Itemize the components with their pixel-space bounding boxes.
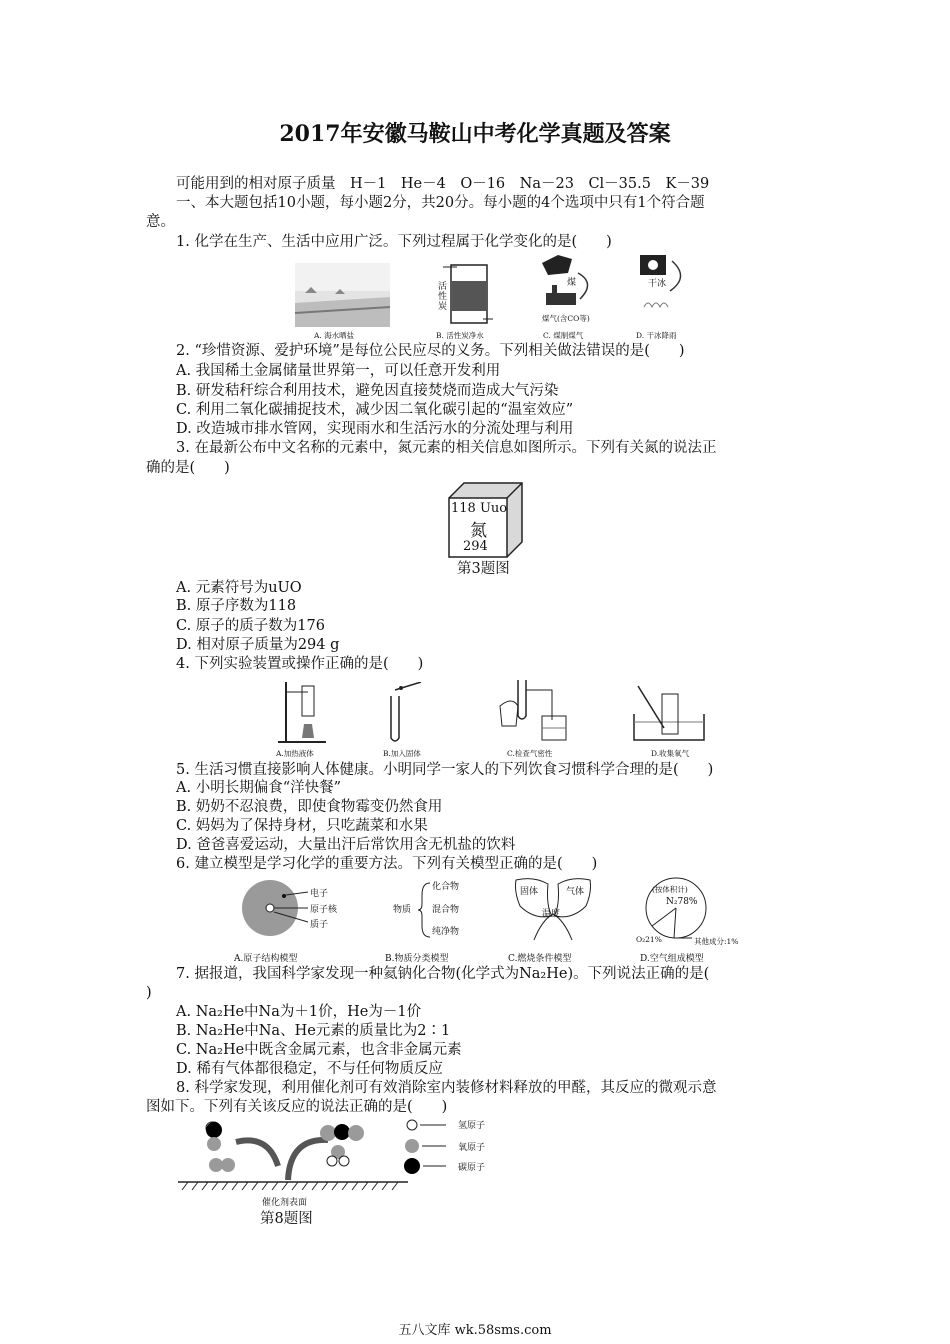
q7-option-c: C. Na₂He中既含金属元素，也含非金属元素 — [176, 1042, 462, 1058]
q4-figure-d-collect-oxygen — [630, 684, 710, 746]
q3-element-name: 氮 — [470, 521, 487, 541]
q3-stem-line2: 确的是( ) — [146, 460, 230, 476]
q1-label-b2: 性 — [438, 292, 448, 302]
q3-element-symbol: Uuo — [479, 501, 508, 516]
q5-option-b: B. 奶奶不忍浪费，即使食物霉变仍然食用 — [176, 799, 443, 815]
q3-element-number: 118 — [451, 501, 476, 516]
q4-figure-c-airtight — [492, 676, 572, 746]
q3-element-mass: 294 — [463, 539, 488, 554]
q3-option-a: A. 元素符号为uUO — [176, 580, 302, 596]
q6-air-n2: N₂78% — [666, 897, 698, 907]
q4-figure-a-heating — [278, 680, 328, 744]
q6-matter-compound: 化合物 — [432, 882, 460, 892]
q3-stem-line1: 3. 在最新公布中文名称的元素中，氮元素的相关信息如图所示。下列有关氮的说法正 — [176, 440, 717, 456]
q6-combustion-solid: 固体 — [520, 887, 539, 897]
q7-stem-line2: ) — [146, 985, 152, 1001]
q4-figure-b-solid — [385, 682, 435, 744]
q6-air-o2: O₂21% — [636, 935, 662, 944]
q1-label-d1: 干冰 — [648, 279, 667, 289]
section1-line2: 意。 — [146, 214, 175, 230]
q2-option-b: B. 研发秸秆综合利用技术，避免因直接焚烧而造成大气污染 — [176, 383, 559, 399]
q7-option-a: A. Na₂He中Na为＋1价，He为－1价 — [176, 1004, 422, 1020]
q6-atom-electron: 电子 — [310, 889, 329, 899]
footer-watermark: 五八文库 wk.58sms.com — [398, 1323, 552, 1338]
q8-stem-line2: 图如下。下列有关该反应的说法正确的是( ) — [146, 1099, 448, 1115]
q2-option-c: C. 利用二氧化碳捕捉技术，减少因二氧化碳引起的“温室效应” — [176, 402, 574, 418]
q6-caption-a: A.原子结构模型 — [234, 954, 298, 964]
q6-caption-c: C.燃烧条件模型 — [508, 954, 572, 964]
section1-line1: 一、本大题包括10小题，每小题2分，共20分。每小题的4个选项中只有1个符合题 — [176, 195, 705, 211]
q6-caption-b: B.物质分类模型 — [385, 954, 449, 964]
q7-option-d: D. 稀有气体都很稳定，不与任何物质反应 — [176, 1061, 443, 1077]
q6-matter-root: 物质 — [393, 905, 412, 915]
q6-atom-nucleus: 原子核 — [310, 905, 338, 915]
q6-stem: 6. 建立模型是学习化学的重要方法。下列有关模型正确的是( ) — [176, 856, 598, 872]
q8-stem-line1: 8. 科学家发现，利用催化剂可有效消除室内装修材料释放的甲醛，其反应的微观示意 — [176, 1080, 717, 1096]
q3-element-number-symbol — [451, 501, 507, 516]
q1-label-c2: 煤气(含CO等) — [542, 314, 590, 323]
q3-figure-caption: 第3题图 — [457, 561, 510, 577]
q4-caption-c: C.检查气密性 — [507, 749, 553, 758]
q1-label-b1: 活 — [438, 282, 448, 292]
q4-caption-a: A.加热液体 — [276, 749, 314, 758]
q3-option-b: B. 原子序数为118 — [176, 598, 297, 614]
q5-option-d: D. 爸爸喜爱运动，大量出汗后常饮用含无机盐的饮料 — [176, 837, 516, 853]
q6-air-note: (按体积计) — [652, 885, 688, 894]
q1-caption-b: B. 活性炭净水 — [436, 331, 484, 340]
q1-caption-a: A. 海水晒盐 — [314, 331, 355, 340]
q3-option-d: D. 相对原子质量为294 g — [176, 637, 340, 653]
q8-legend-hydrogen: 氢原子 — [458, 1121, 486, 1131]
q6-combustion-temperature: 温度 — [542, 909, 561, 919]
q4-caption-b: B.加入固体 — [383, 749, 421, 758]
q8-legend-carbon: 碳原子 — [458, 1163, 486, 1173]
q1-stem: 1. 化学在生产、生活中应用广泛。下列过程属于化学变化的是( ) — [176, 234, 612, 250]
q1-caption-c: C. 煤制煤气 — [543, 331, 584, 340]
q1-label-c1: 煤 — [567, 278, 577, 288]
q5-option-a: A. 小明长期偏食“洋快餐” — [176, 780, 342, 796]
q8-surface-label: 催化剂表面 — [262, 1198, 308, 1208]
q4-stem: 4. 下列实验装置或操作正确的是( ) — [176, 656, 424, 672]
q1-label-b3: 炭 — [438, 302, 448, 312]
q5-option-c: C. 妈妈为了保持身材，只吃蔬菜和水果 — [176, 818, 428, 834]
q1-figure-a-salt-pan — [295, 263, 390, 327]
q6-air-other: 其他成分:1% — [694, 937, 739, 946]
page-title: 2017年安徽马鞍山中考化学真题及答案 — [279, 121, 671, 147]
q4-caption-d: D.收集氧气 — [651, 749, 690, 758]
q5-stem: 5. 生活习惯直接影响人体健康。小明同学一家人的下列饮食习惯科学合理的是( ) — [176, 762, 714, 778]
q3-option-c: C. 原子的质子数为176 — [176, 618, 325, 634]
q8-legend-oxygen: 氧原子 — [458, 1143, 486, 1153]
q6-matter-pure: 纯净物 — [432, 927, 460, 937]
q2-stem: 2. “珍惜资源、爱护环境”是每位公民应尽的义务。下列相关做法错误的是( ) — [176, 343, 685, 359]
atomic-masses: 可能用到的相对原子质量 H－1 He－4 O－16 Na－23 Cl－35.5 K－39 — [176, 176, 710, 192]
q2-option-a: A. 我国稀土金属储量世界第一，可以任意开发利用 — [176, 363, 501, 379]
q2-option-d: D. 改造城市排水管网，实现雨水和生活污水的分流处理与利用 — [176, 421, 574, 437]
q6-combustion-gas: 气体 — [566, 887, 585, 897]
q1-caption-d: D. 干冰降雨 — [636, 331, 677, 340]
q7-option-b: B. Na₂He中Na、He元素的质量比为2∶1 — [176, 1023, 451, 1039]
q6-caption-d: D.空气组成模型 — [640, 954, 704, 964]
q6-figure-a-atom — [240, 878, 360, 938]
q7-stem-line1: 7. 据报道，我国科学家发现一种氦钠化合物(化学式为Na₂He)。下列说法正确的是( — [176, 966, 710, 982]
q6-matter-brace — [418, 880, 432, 940]
q8-figure-caption: 第8题图 — [260, 1211, 313, 1227]
q6-atom-proton: 质子 — [310, 920, 329, 930]
q6-matter-mixture: 混合物 — [432, 905, 460, 915]
